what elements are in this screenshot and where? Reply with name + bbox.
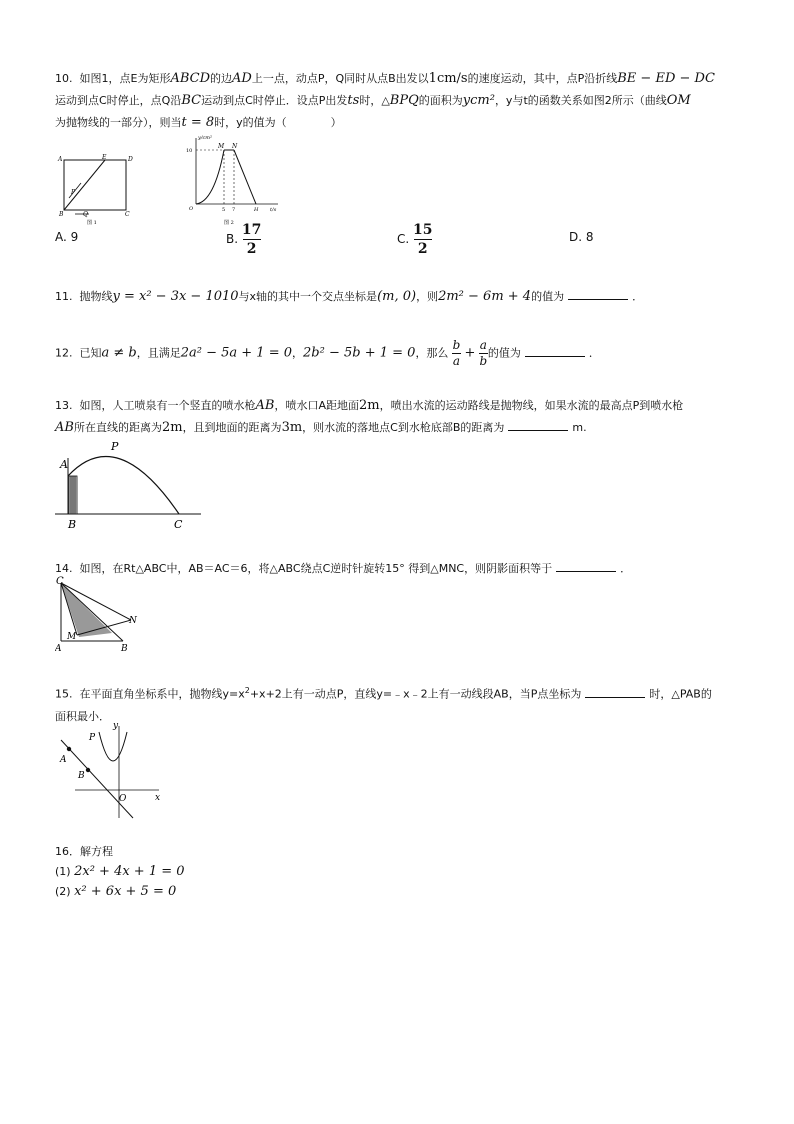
option-d[interactable]: D. 8 bbox=[569, 230, 594, 244]
label-M: M bbox=[67, 632, 77, 642]
tick-10: 10 bbox=[186, 148, 193, 154]
label-C: C bbox=[125, 211, 130, 218]
q16-part-1: (1) 2x² + 4x + 1 = 0 bbox=[55, 864, 185, 879]
question-12: 12. 已知a ≠ b，且满足2a² − 5a + 1 = 0，2b² − 5b + 1 = 0，那么 $\frac{b}{a}$ + $\frac{a}{b}$ 的值为 ． bbox=[55, 338, 600, 368]
label-M: M bbox=[218, 143, 225, 150]
q10-figure-2 bbox=[178, 134, 282, 228]
q14-answer-blank[interactable] bbox=[556, 559, 616, 572]
axis-y-label: y bbox=[113, 721, 119, 731]
fraction-a-over-b: $\frac{a}{b}$ bbox=[479, 338, 488, 368]
q11-answer-blank[interactable] bbox=[568, 287, 628, 300]
label-D: D bbox=[128, 156, 133, 163]
figure-2-caption: 图 2 bbox=[224, 220, 234, 226]
question-10 bbox=[55, 68, 745, 134]
question-15: 15. 在平面直角坐标系中，抛物线$y=x^2+x+2$上有一动点P，直线y=﹣x﹣2上有一动线段AB，当P点坐标为 时，△PAB的 面积最小． bbox=[55, 686, 712, 723]
label-C: C bbox=[174, 518, 183, 530]
axis-x-label: x bbox=[155, 793, 161, 803]
q10-line-2: 运动到点C时停止，点Q沿BC运动到点C时停止．设点P出发ts时，△BPQ的面积为ycm²，y与t的函数关系如图2所示（曲线OM bbox=[55, 93, 691, 108]
label-P: P bbox=[111, 440, 119, 453]
q16-title: 16．解方程 bbox=[55, 845, 113, 858]
q13-fountain-figure bbox=[55, 438, 205, 530]
question-16 bbox=[55, 842, 745, 902]
label-P: P bbox=[89, 733, 96, 743]
question-14: 14. 如图，在Rt△ABC中，AB＝AC＝6，将△ABC绕点C逆时针旋转15° 得到△MNC，则阴影面积等于 ． bbox=[55, 558, 745, 580]
q10-line-1: 10. 如图1，点E为矩形ABCD的边AD上一点，动点P，Q同时从点B出发以1cm/s的速度运动，其中，点P沿折线BE − ED − DC bbox=[55, 71, 715, 86]
question-11: 11. 抛物线y = x² − 3x − 1010与x轴的其中一个交点坐标是(m, 0)，则2m² − 6m + 4的值为 ． bbox=[55, 289, 644, 304]
label-H: H bbox=[254, 207, 259, 213]
label-B: B bbox=[121, 644, 128, 654]
label-A: A bbox=[58, 156, 63, 163]
q15-answer-blank[interactable] bbox=[585, 685, 645, 698]
label-N: N bbox=[232, 143, 238, 150]
question-13: 13. 如图，人工喷泉有一个竖直的喷水枪AB，喷水口A距地面2m，喷出水流的运动路线是抛物线，如果水流的最高点P到喷水枪 AB所在直线的距离为2m，且到地面的距离为3m，则水流的落地点C到水枪底部B的距离为 m. bbox=[55, 398, 684, 435]
label-B: B bbox=[78, 771, 85, 781]
label-A: A bbox=[60, 755, 67, 765]
label-A: A bbox=[55, 644, 62, 654]
tick-7: 7 bbox=[232, 207, 236, 213]
axis-t-label: t/s bbox=[270, 207, 277, 213]
q10-line-3: 为抛物线的一部分），则当t = 8时，y的值为（ ） bbox=[55, 115, 342, 130]
fraction-b-over-a: $\frac{b}{a}$ bbox=[452, 338, 461, 368]
option-c[interactable]: C. $\frac{15}{2}$ bbox=[397, 222, 433, 257]
q13-answer-blank[interactable] bbox=[508, 418, 568, 431]
label-B: B bbox=[68, 518, 77, 530]
q12-answer-blank[interactable] bbox=[525, 344, 585, 357]
axis-y-label: y/cm² bbox=[198, 135, 213, 141]
q15-coordinate-figure bbox=[55, 720, 165, 820]
option-c-fraction: $\frac{15}{2}$ bbox=[413, 222, 433, 257]
label-E: E bbox=[102, 154, 107, 161]
tick-5: 5 bbox=[222, 207, 226, 213]
label-C: C bbox=[56, 576, 64, 587]
option-b[interactable]: B. $\frac{17}{2}$ bbox=[226, 222, 262, 257]
label-Q: Q bbox=[83, 211, 88, 218]
q10-figure-1 bbox=[55, 152, 135, 228]
option-b-fraction: $\frac{17}{2}$ bbox=[241, 222, 262, 257]
label-P: P bbox=[71, 189, 76, 196]
label-N: N bbox=[129, 616, 137, 626]
label-O: O bbox=[119, 794, 127, 804]
figure-1-caption: 图 1 bbox=[87, 220, 97, 226]
label-A: A bbox=[60, 458, 68, 471]
option-a[interactable]: A. 9 bbox=[55, 230, 79, 244]
label-B: B bbox=[59, 211, 64, 218]
q16-part-2: (2) x² + 6x + 5 = 0 bbox=[55, 884, 177, 899]
q14-triangle-figure bbox=[55, 575, 145, 655]
label-O: O bbox=[189, 206, 194, 212]
